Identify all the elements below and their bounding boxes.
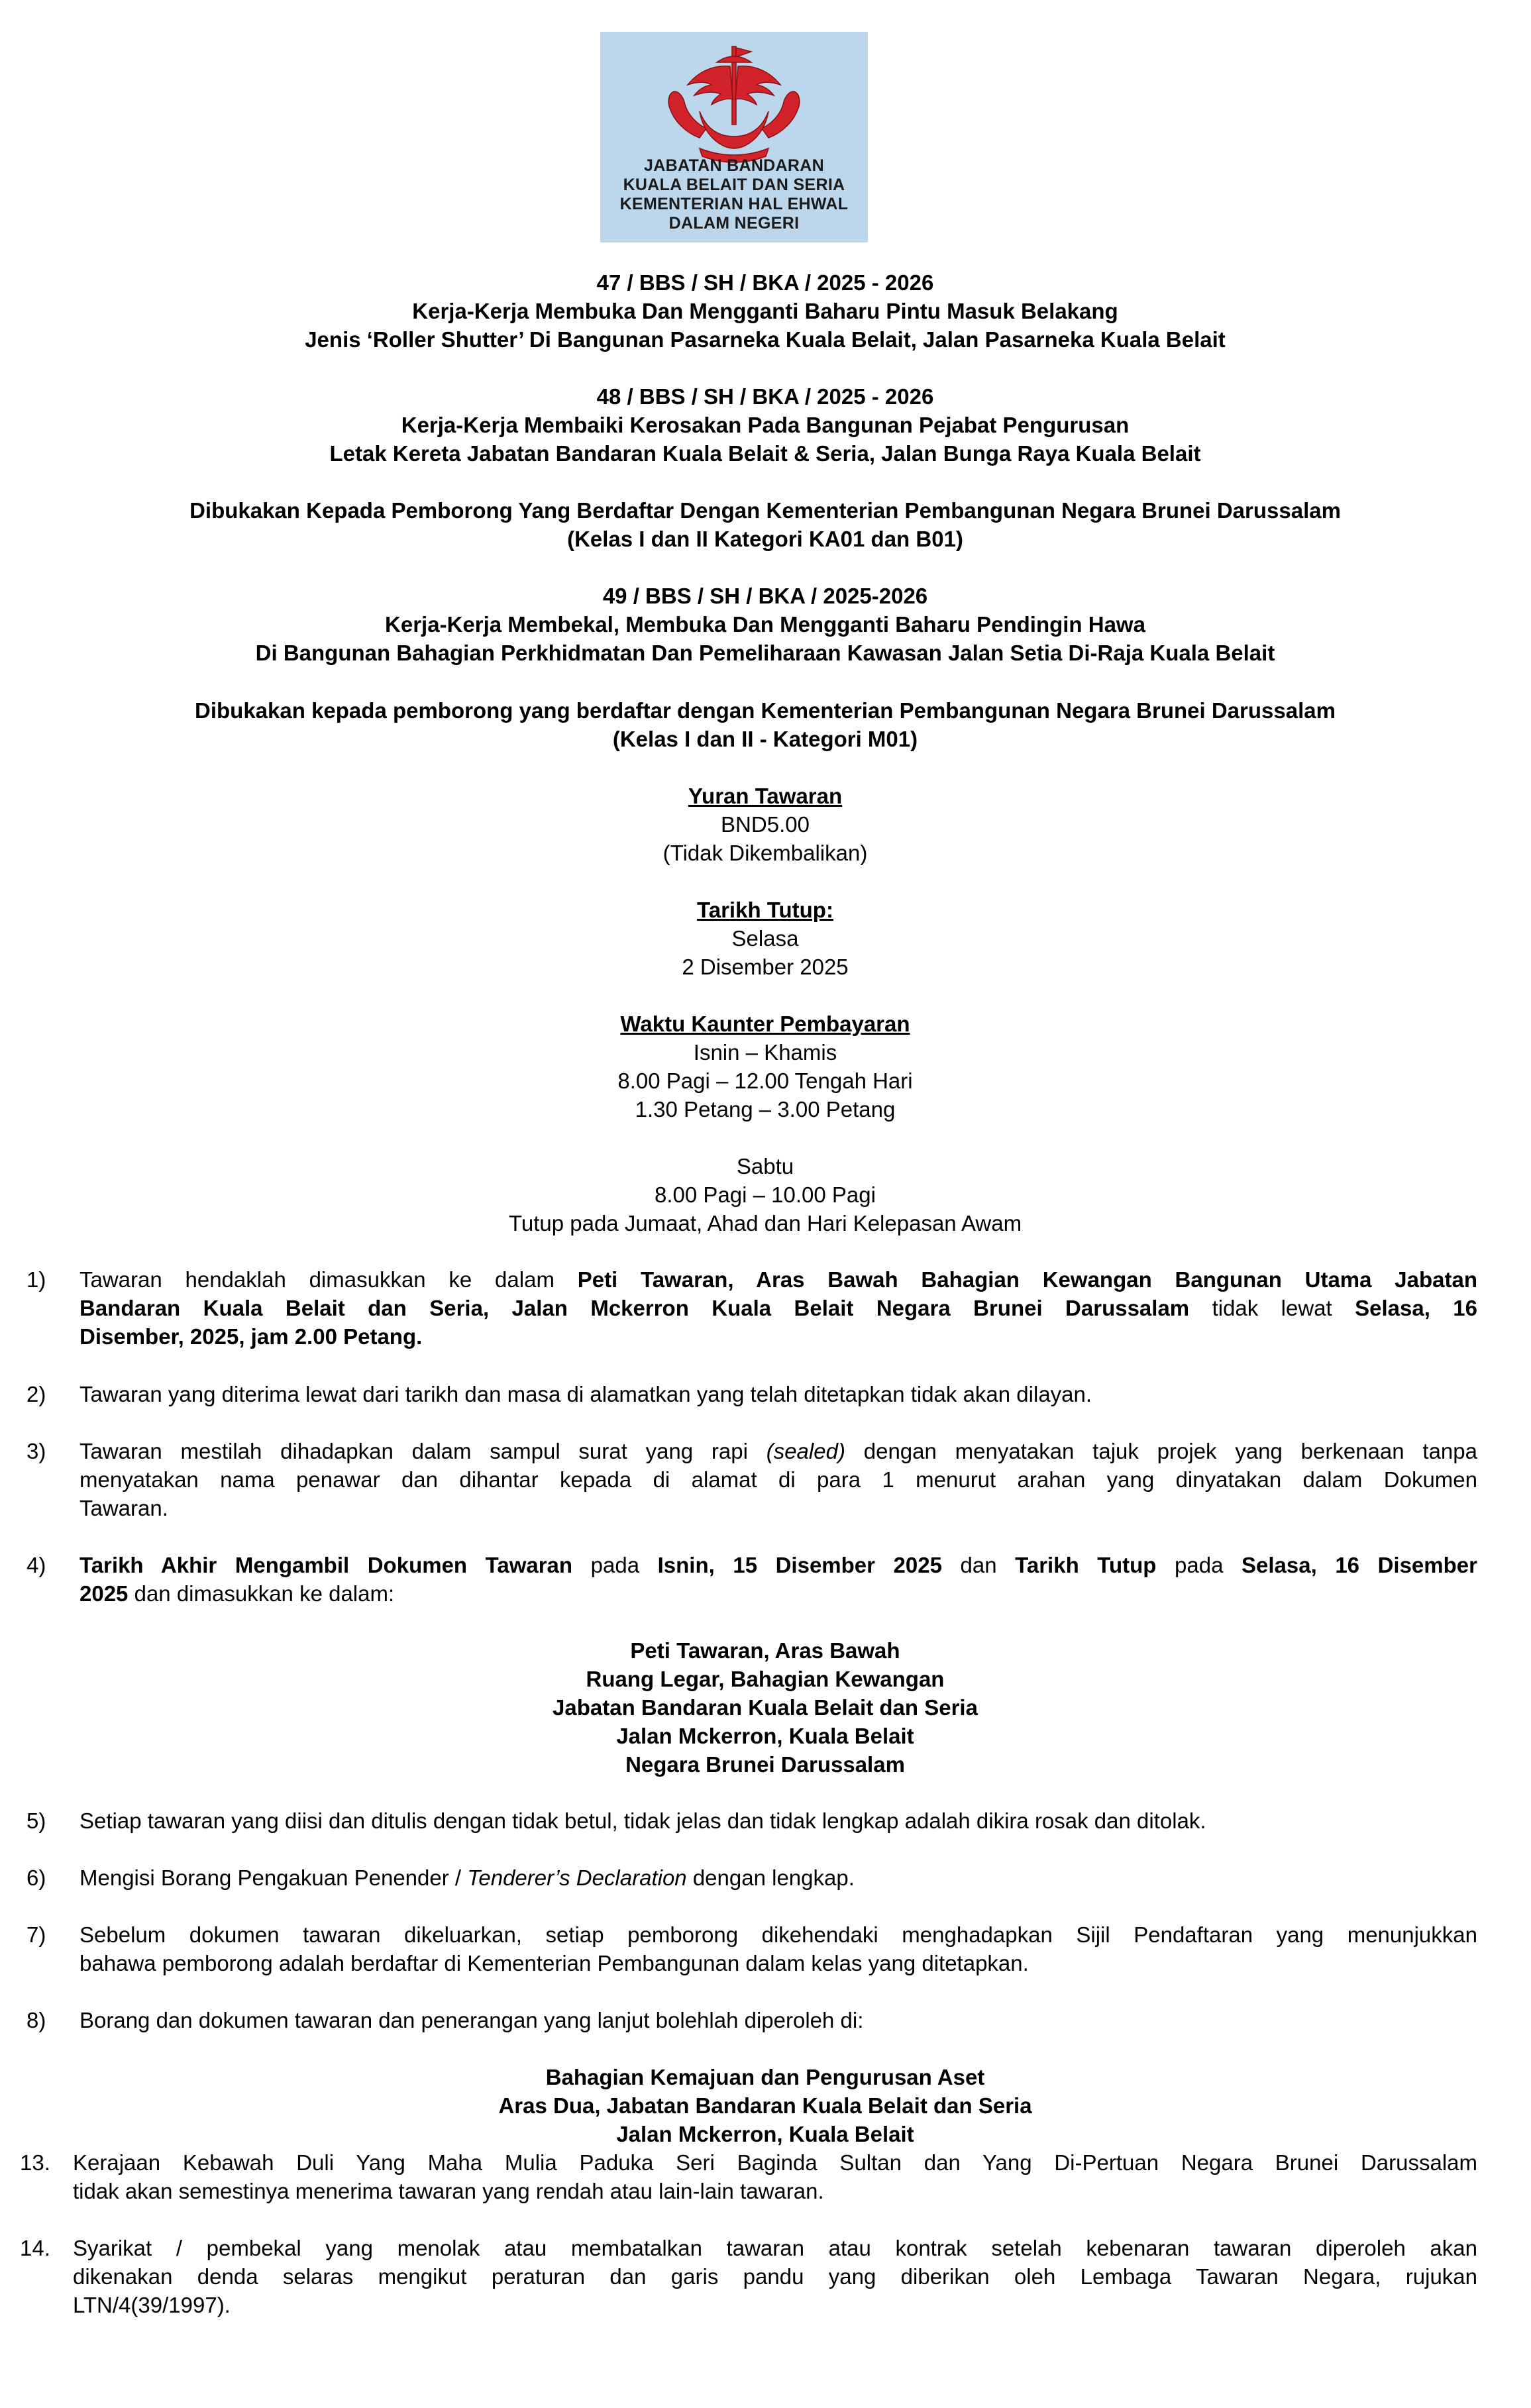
clause-number: 8) (26, 2008, 46, 2032)
clause-text: dan dimasukkan ke dalam: (128, 1581, 395, 1606)
department-logo (600, 32, 868, 242)
address-line: Jalan Mckerron, Kuala Belait (616, 1724, 914, 1748)
logo-line: KEMENTERIAN HAL EHWAL (619, 195, 849, 213)
clause-text: menyatakan nama penawar dan dihantar kepada di alamat di para 1 menurut arahan yang dinyatakan dalam Dokumen (79, 1467, 1477, 1492)
clause-text: Sebelum dokumen tawaran dikeluarkan, setiap pemborong dikehendaki menghadapkan Sijil Pendaftaran yang menunjukkan (79, 1922, 1477, 1947)
clause-text: Tawaran hendaklah dimasukkan ke dalam (79, 1267, 578, 1292)
clause-number: 3) (26, 1439, 46, 1463)
counter-hours-block (53, 1010, 1477, 1237)
clause-text-italic: (sealed) (766, 1439, 845, 1463)
clause-text: tidak lewat (1189, 1296, 1355, 1320)
counter-slot: 1.30 Petang – 3.00 Petang (635, 1097, 896, 1122)
address-line: Peti Tawaran, Aras Bawah (630, 1638, 900, 1663)
closing-heading: Tarikh Tutup: (697, 898, 833, 922)
clause-text: dan (941, 1553, 1016, 1577)
fee-block (53, 782, 1477, 867)
counter-saturday: Sabtu (736, 1154, 794, 1178)
clause-number: 4) (26, 1553, 46, 1577)
tender-ref: 49 / BBS / SH / BKA / 2025-2026 (602, 584, 928, 608)
counter-heading: Waktu Kaunter Pembayaran (620, 1012, 910, 1036)
clause-8 (26, 2006, 1484, 2034)
clause-text: Setiap tawaran yang diisi dan ditulis dengan tidak betul, tidak jelas dan tidak lengkap adalah dikira rosak dan ditolak. (79, 1808, 1206, 1833)
clause-text: LTN/4(39/1997). (73, 2293, 231, 2317)
clause-text: dengan lengkap. (686, 1865, 855, 1890)
clause-number: 7) (26, 1922, 46, 1947)
clause-number: 1) (26, 1267, 46, 1292)
clause-3 (26, 1437, 1484, 1522)
brunei-crest-icon (600, 32, 868, 171)
clause-text-bold: Isnin, 15 Disember 2025 (657, 1553, 942, 1577)
document-address (53, 2063, 1477, 2148)
tender-49-block (53, 582, 1477, 667)
eligibility-class: (Kelas I dan II Kategori KA01 dan B01) (567, 527, 963, 551)
counter-slot: 8.00 Pagi – 12.00 Tengah Hari (617, 1069, 913, 1093)
tender-title: Jenis ‘Roller Shutter’ Di Bangunan Pasarneka Kuala Belait, Jalan Pasarneka Kuala Belait (305, 327, 1226, 352)
eligibility-class: (Kelas I dan II - Kategori M01) (612, 727, 918, 751)
address-line: Jabatan Bandaran Kuala Belait dan Seria (553, 1695, 978, 1720)
clause-text-bold: Bandaran Kuala Belait dan Seria, Jalan Mckerron Kuala Belait Negara Brunei Darussalam (79, 1296, 1190, 1320)
clause-text: Tawaran mestilah dihadapkan dalam sampul surat yang rapi (79, 1439, 766, 1463)
clause-text: Tawaran. (79, 1496, 168, 1520)
clause-number: 5) (26, 1808, 46, 1833)
logo-text (600, 156, 868, 233)
clause-14 (20, 2234, 1484, 2319)
logo-line: DALAM NEGERI (668, 214, 800, 233)
address-line: Jalan Mckerron, Kuala Belait (616, 2122, 914, 2146)
clause-number: 6) (26, 1865, 46, 1890)
clause-text: tidak akan semestinya menerima tawaran yang rendah atau lain-lain tawaran. (73, 2179, 824, 2203)
fee-amount: BND5.00 (721, 812, 810, 837)
clause-text: Syarikat / pembekal yang menolak atau membatalkan tawaran atau kontrak setelah kebenaran tawaran diperoleh akan (73, 2236, 1477, 2260)
tender-title: Kerja-Kerja Membaiki Kerosakan Pada Bangunan Pejabat Pengurusan (401, 413, 1130, 437)
clause-text: dengan menyatakan tajuk projek yang berkenaan tanpa (845, 1439, 1477, 1463)
clause-1 (26, 1265, 1484, 1351)
eligibility-text: Dibukakan kepada pemborong yang berdaftar dengan Kementerian Pembangunan Negara Brunei Darussalam (195, 698, 1336, 723)
tender-title: Letak Kereta Jabatan Bandaran Kuala Belait & Seria, Jalan Bunga Raya Kuala Belait (329, 441, 1201, 466)
clause-number: 13. (20, 2150, 50, 2175)
address-line: Aras Dua, Jabatan Bandaran Kuala Belait dan Seria (498, 2093, 1032, 2118)
closing-date-block (53, 896, 1477, 981)
fee-note: (Tidak Dikembalikan) (662, 841, 868, 865)
closing-date: 2 Disember 2025 (682, 955, 849, 979)
clause-text: pada (572, 1553, 658, 1577)
clause-text-bold: Peti Tawaran, Aras Bawah Bahagian Kewangan Bangunan Utama Jabatan (577, 1267, 1477, 1292)
fee-heading: Yuran Tawaran (688, 784, 843, 808)
tender-title: Kerja-Kerja Membuka Dan Mengganti Baharu Pintu Masuk Belakang (412, 299, 1118, 323)
clause-13 (20, 2148, 1484, 2205)
clause-number: 14. (20, 2236, 50, 2260)
clause-text-bold: Tarikh Akhir Mengambil Dokumen Tawaran (79, 1553, 573, 1577)
clause-2 (26, 1380, 1484, 1408)
tender-47-block (53, 268, 1477, 354)
tender-title: Di Bangunan Bahagian Perkhidmatan Dan Pemeliharaan Kawasan Jalan Setia Di-Raja Kuala Belait (255, 641, 1275, 665)
tender-ref: 48 / BBS / SH / BKA / 2025 - 2026 (596, 384, 934, 409)
clause-text: pada (1156, 1553, 1241, 1577)
address-line: Ruang Legar, Bahagian Kewangan (586, 1667, 945, 1691)
clause-number: 2) (26, 1382, 46, 1406)
clause-text-bold: 2025 (79, 1581, 129, 1606)
clause-text-bold: Disember, 2025, jam 2.00 Petang. (79, 1324, 423, 1349)
tender-title: Kerja-Kerja Membekal, Membuka Dan Mengganti Baharu Pendingin Hawa (385, 612, 1145, 637)
clause-text-bold: Selasa, 16 (1355, 1296, 1477, 1320)
eligibility-text: Dibukakan Kepada Pemborong Yang Berdaftar Dengan Kementerian Pembangunan Negara Brunei Darussalam (189, 498, 1341, 523)
eligibility-block-2 (53, 696, 1477, 753)
clause-text-bold: Tarikh Tutup (1015, 1553, 1157, 1577)
clause-text: Tawaran yang diterima lewat dari tarikh dan masa di alamatkan yang telah ditetapkan tidak akan dilayan. (79, 1382, 1092, 1406)
clause-7 (26, 1920, 1484, 1977)
clause-text-italic: Tenderer’s Declaration (467, 1865, 687, 1890)
clause-text: Kerajaan Kebawah Duli Yang Maha Mulia Paduka Seri Baginda Sultan dan Yang Di-Pertuan Negara Brunei Darussalam (73, 2150, 1477, 2175)
counter-slot: 8.00 Pagi – 10.00 Pagi (655, 1182, 876, 1207)
clause-5 (26, 1806, 1484, 1835)
submission-address (53, 1636, 1477, 1779)
logo-line: KUALA BELAIT DAN SERIA (623, 176, 845, 194)
eligibility-block-1 (53, 496, 1477, 553)
address-line: Bahagian Kemajuan dan Pengurusan Aset (545, 2065, 985, 2089)
clause-6 (26, 1863, 1484, 1892)
closing-day: Selasa (731, 926, 799, 951)
address-line: Negara Brunei Darussalam (625, 1752, 905, 1777)
clause-4 (26, 1551, 1484, 1608)
counter-weekdays: Isnin – Khamis (693, 1040, 837, 1065)
tender-48-block (53, 382, 1477, 468)
clause-text-bold: Selasa, 16 Disember (1241, 1553, 1477, 1577)
clause-text: Borang dan dokumen tawaran dan penerangan yang lanjut bolehlah diperoleh di: (79, 2008, 864, 2032)
clause-text: bahawa pemborong adalah berdaftar di Kementerian Pembangunan dalam kelas yang ditetapkan. (79, 1951, 1029, 1975)
clause-text: dikenakan denda selaras mengikut peraturan dan garis pandu yang diberikan oleh Lembaga Tawaran Negara, rujukan (73, 2264, 1477, 2289)
logo-line: JABATAN BANDARAN (644, 156, 824, 175)
counter-closed-note: Tutup pada Jumaat, Ahad dan Hari Kelepasan Awam (508, 1211, 1022, 1235)
tender-ref: 47 / BBS / SH / BKA / 2025 - 2026 (596, 270, 934, 295)
clause-text: Mengisi Borang Pengakuan Penender / (79, 1865, 468, 1890)
